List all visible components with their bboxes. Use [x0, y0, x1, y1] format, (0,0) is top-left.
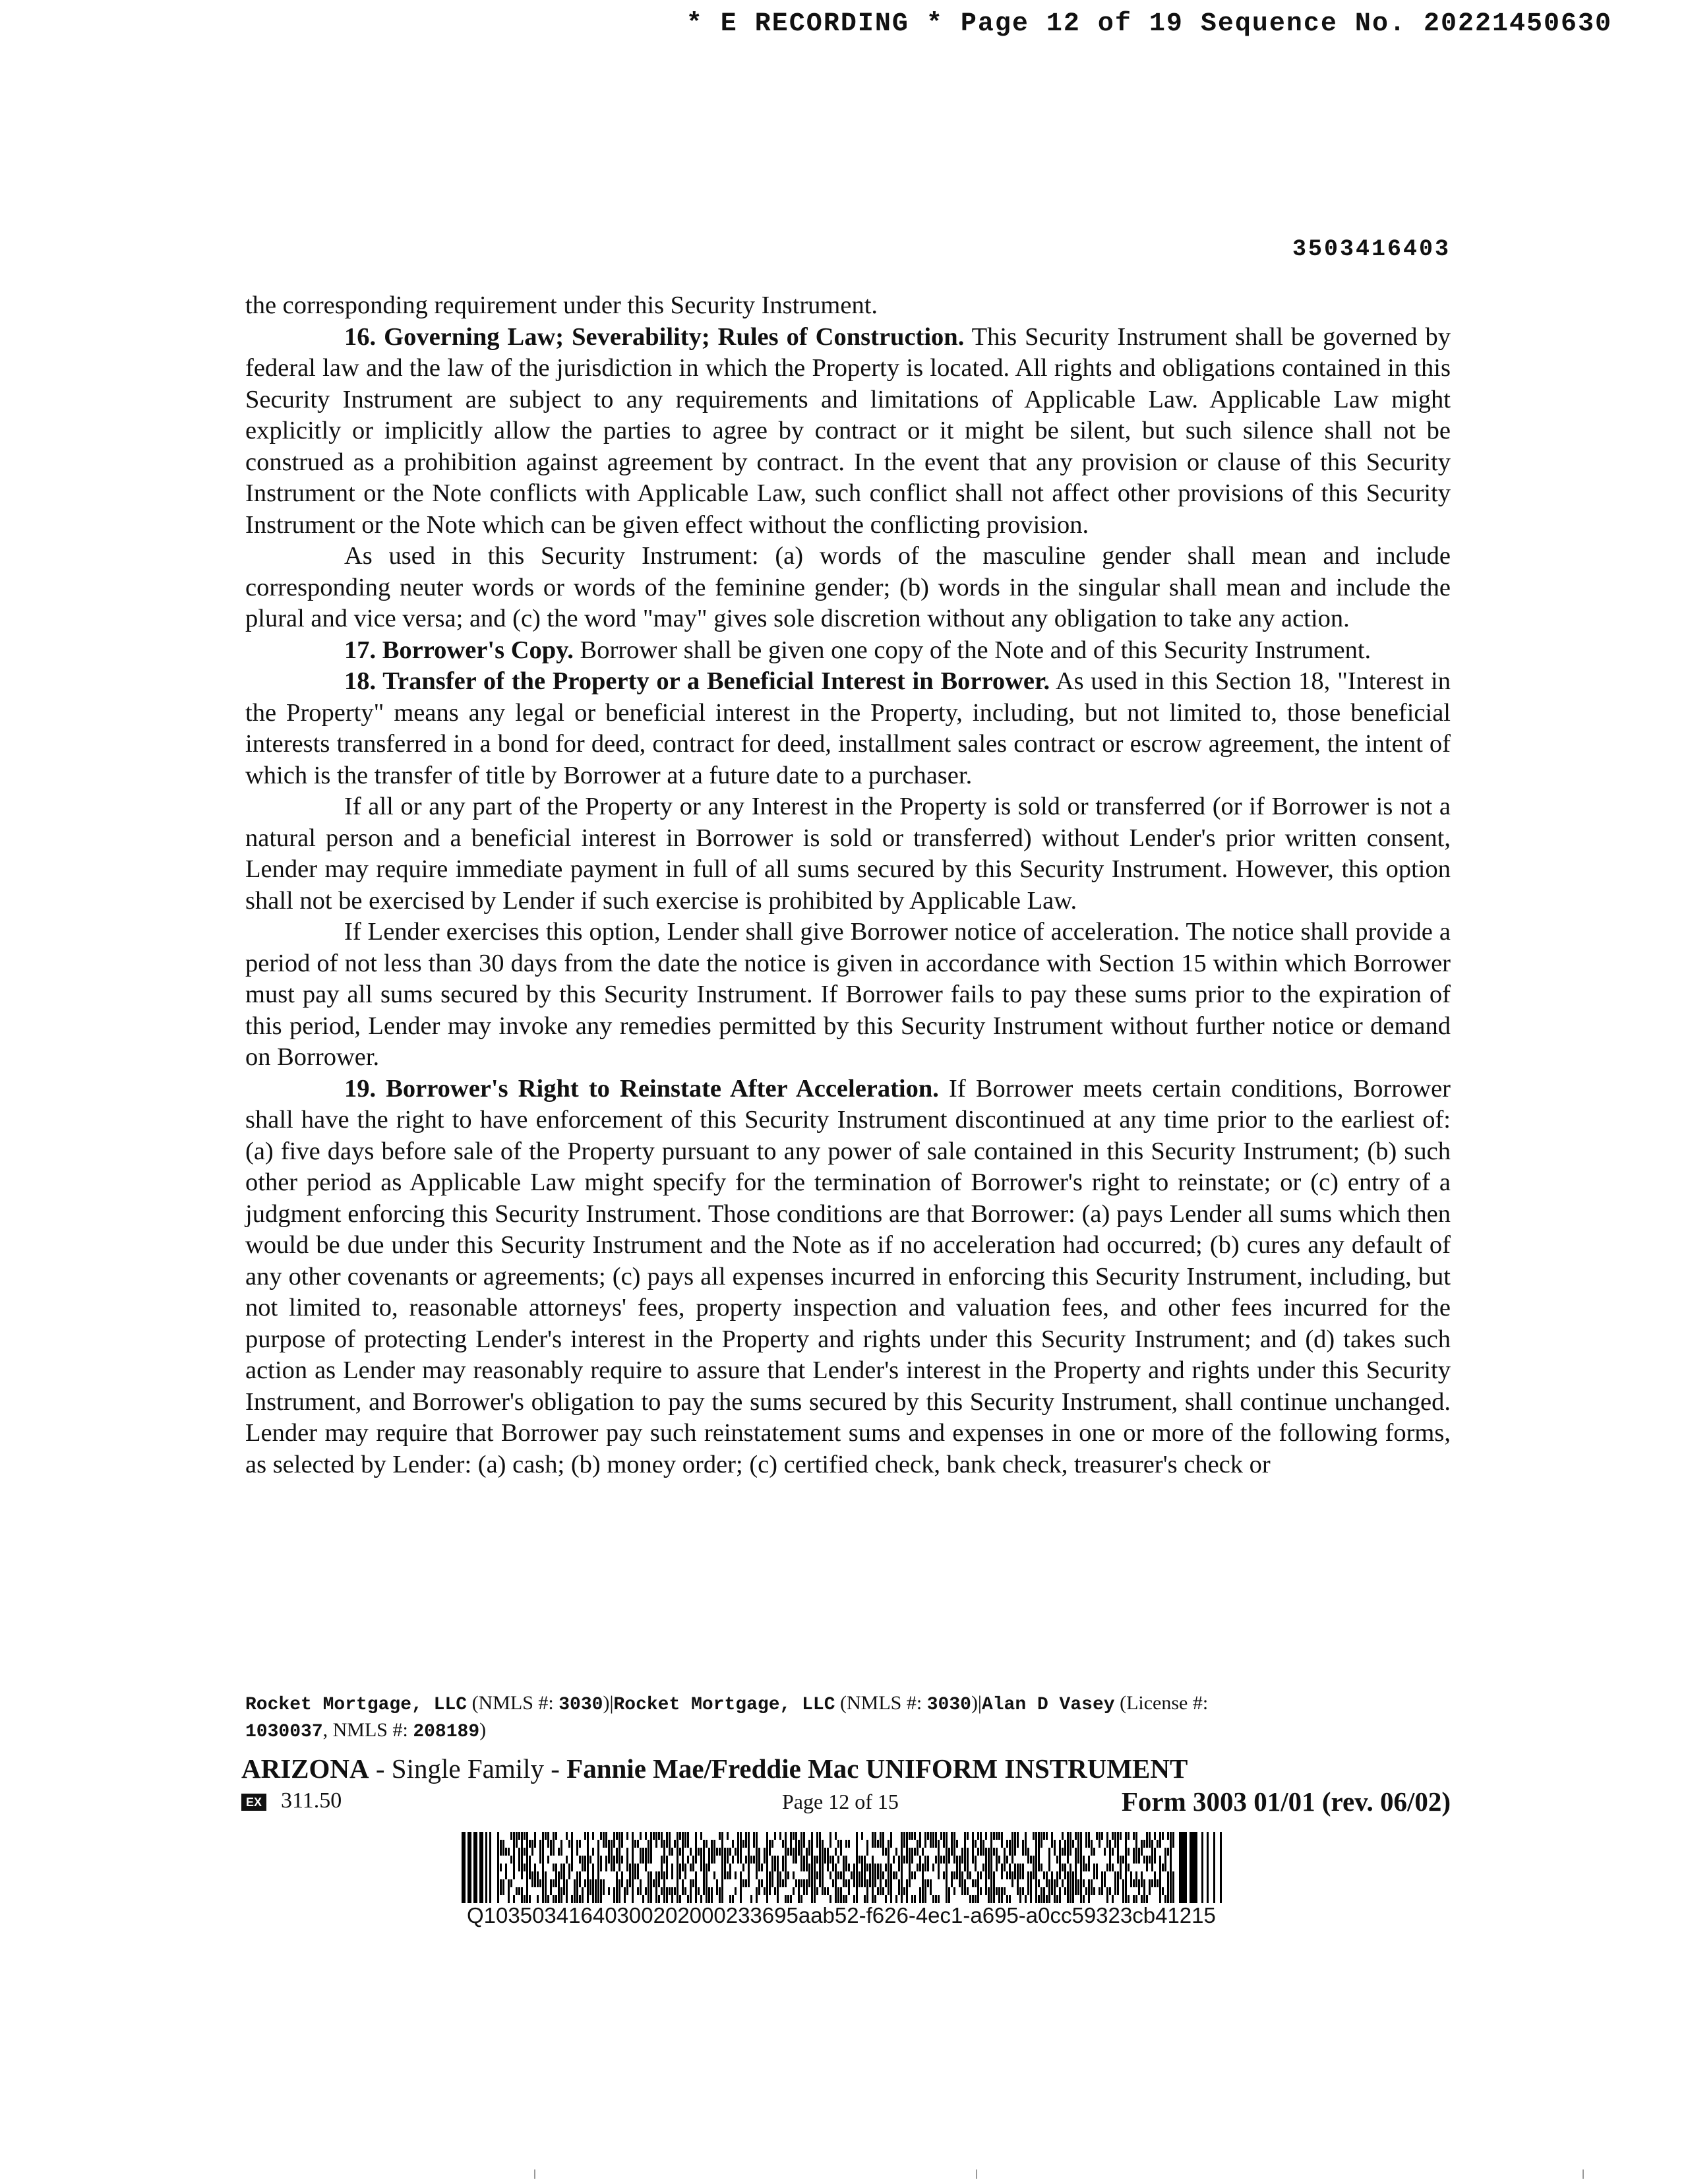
lender-nmls-number-2: 3030 [926, 1695, 971, 1715]
license-label: (License #: [1120, 1692, 1209, 1714]
section-19-text: If Borrower meets certain conditions, Borrower shall have the right to have enforcement of this Security Instrument discontinued at any time prior to the earliest of: (a) five days before sale of the Property pursuant to any power of sale contained in this Security Instrument; (b) such other period as Applicable Law might specify for the termination of Borrower's right to reinstate; or (c) entry of a judgment enforcing this Security Instrument. Those conditions are that Borrower: (a) pays Lender all sums which then would be due under this Security Instrument and the Note as if no acceleration had occurred; (b) cures any default of any other covenants or agreements; (c) pays all expenses incurred in enforcing this Security Instrument, including, but not limited to, reasonable attorneys' fees, property inspection and valuation fees, and other fees incurred for the purpose of protecting Lender's interest in the Property and rights under this Security Instrument; and (d) takes such action as Lender may reasonably require to assure that Lender's interest in the Property and rights under this Security Instrument, and Borrower's obligation to pay the sums secured by this Security Instrument, shall continue unchanged. Lender may require that Borrower pay such reinstatement sums and expenses in one or more of the following forms, as selected by Lender: (a) cash; (b) money order; (c) certified check, bank check, treasurer's check or [245, 1074, 1451, 1478]
lender-nmls-label-2: (NMLS #: [840, 1692, 927, 1714]
recording-header: * E RECORDING * Page 12 of 19 Sequence No. 20221450630 [686, 9, 1612, 39]
section-19-heading: 19. Borrower's Right to Reinstate After Acceleration. [344, 1074, 939, 1103]
form-code [241, 1788, 342, 1813]
form-code-number: 311.50 [281, 1788, 342, 1813]
section-16-text: This Security Instrument shall be governed by federal law and the law of the jurisdiction in which the Property is located. All rights and obligations contained in this Security Instrument are subject to any requirements and limitations of Applicable Law. Applicable Law might explicitly or implicitly allow the parties to agree by contract or it might be silent, but such silence shall not be construed as a prohibition against agreement by contract. In the event that any provision or clause of this Security Instrument or the Note conflicts with Applicable Law, such conflict shall not affect other provisions of this Security Instrument or the Note which can be given effect without the conflicting provision. [245, 322, 1451, 539]
loan-number: 3503416403 [1292, 236, 1451, 262]
loan-originator-name: Alan D Vasey [981, 1695, 1115, 1715]
lender-name: Rocket Mortgage, LLC [245, 1695, 467, 1715]
barcode-text: Q10350341640300202000233695aab52-f626-4ec1-a695-a0cc59323cb41215 [467, 1903, 1216, 1927]
form-footer-row [241, 1786, 1451, 1819]
section-18 [245, 666, 1451, 791]
section-18-paragraph-3: If Lender exercises this option, Lender shall give Borrower notice of acceleration. The notice shall provide a period of not less than 30 days from the date the notice is given in accordance with Section 15 within which Borrower must pay all sums secured by this Security Instrument. If Borrower fails to pay these sums prior to the expiration of this period, Lender may invoke any remedies permitted by this Security Instrument without further notice or demand on Borrower. [245, 918, 1451, 1071]
section-16-paragraph-2: As used in this Security Instrument: (a) words of the masculine gender shall mean and include corresponding neuter words or words of the feminine gender; (b) words in the singular shall mean and include the plural and vice versa; and (c) the word "may" gives sole discretion without any obligation to take any action. [245, 542, 1451, 632]
state-name: ARIZONA [241, 1753, 369, 1784]
lender-nmls-number: 3030 [558, 1695, 603, 1715]
scan-speck [534, 2169, 535, 2179]
ex-logo-icon: EX [241, 1794, 266, 1811]
scan-speck [976, 2169, 977, 2179]
separator-2: )| [971, 1692, 982, 1714]
section-19 [245, 1074, 1451, 1481]
continuation-paragraph: the corresponding requirement under this Security Instrument. [245, 291, 878, 319]
section-18-paragraph-2: If all or any part of the Property or any Interest in the Property is sold or transferred (or if Borrower is not a natural person and a beneficial interest in Borrower is sold or transferred) without Lender's prior written consent, Lender may require immediate payment in full of all sums secured by this Security Instrument. However, this option shall not be exercised by Lender if such exercise is prohibited by Applicable Law. [245, 793, 1451, 915]
originator-nmls-number: 208189 [413, 1722, 480, 1742]
section-18-heading: 18. Transfer of the Property or a Beneficial Interest in Borrower. [344, 667, 1050, 695]
form-type: - Single Family - [369, 1753, 567, 1784]
lender-info [245, 1691, 1459, 1745]
form-title [241, 1753, 1188, 1784]
section-17-heading: 17. Borrower's Copy. [344, 636, 574, 664]
scan-speck [1582, 2169, 1584, 2179]
section-16 [245, 322, 1451, 541]
separator: )| [603, 1692, 614, 1714]
section-17 [245, 635, 1451, 667]
section-18-text: As used in this Section 18, "Interest in the Property" means any legal or beneficial interest in the Property, including, but not limited to, those beneficial interests transferred in a bond for deed, contract for deed, installment sales contract or escrow agreement, the intent of which is the transfer of title by Borrower at a future date to a purchaser. [245, 667, 1451, 789]
section-17-text: Borrower shall be given one copy of the Note and of this Security Instrument. [573, 636, 1372, 664]
lender-nmls-label: (NMLS #: [471, 1692, 559, 1714]
lender-name-2: Rocket Mortgage, LLC [613, 1695, 835, 1715]
uniform-instrument-title: Fannie Mae/Freddie Mac UNIFORM INSTRUMENT [566, 1753, 1188, 1784]
document-body [245, 290, 1451, 1480]
originator-nmls-label: , NMLS #: [322, 1719, 413, 1741]
section-16-heading: 16. Governing Law; Severability; Rules of Construction. [344, 322, 965, 351]
form-number: Form 3003 01/01 (rev. 06/02) [1121, 1786, 1451, 1817]
license-number: 1030037 [245, 1722, 323, 1742]
barcode [462, 1832, 1226, 1903]
page-number: Page 12 of 15 [782, 1790, 899, 1813]
closing-paren: ) [479, 1719, 487, 1741]
